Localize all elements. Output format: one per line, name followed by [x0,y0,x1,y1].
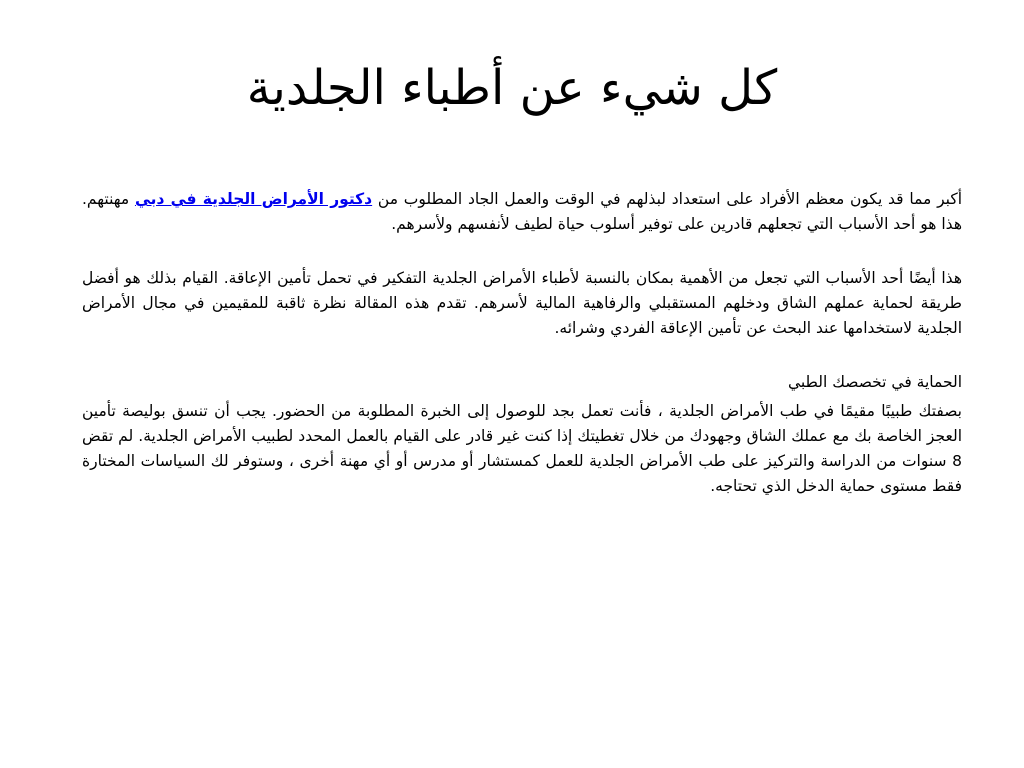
paragraph-intro [82,187,962,237]
paragraph-intro-text-end: مهنتهم. هذا هو أحد الأسباب التي تجعلهم قادرين على توفير أسلوب حياة لطيف لأنفسهم ولأسرهم. [82,190,962,233]
dermatologist-dubai-link[interactable]: دكتور الأمراض الجلدية في دبي [134,190,373,208]
paragraph-intro-text-start: أكبر مما قد يكون معظم الأفراد على استعداد لبذلهم في الوقت والعمل الجاد المطلوب من [372,190,962,208]
paragraph-specialty-protection: بصفتك طبيبًا مقيمًا في طب الأمراض الجلدية ، فأنت تعمل بجد للوصول إلى الخبرة المطلوبة من الحضور. يجب أن تنسق بوليصة تأمين العجز الخاصة بك مع عملك الشاق وجهودك من خلال تغطيتك إذا كنت غير قادر على القيام بالعمل المحدد لطبيب الأمراض الجلدية. لم تقض 8 سنوات من الدراسة والتركيز على طب الأمراض الجلدية للعمل كمستشار أو مدرس أو أي مهنة أخرى ، وستوفر لك السياسات المختارة فقط مستوى حماية الدخل الذي تحتاجه. [82,402,962,495]
paragraph-spacer [82,341,962,370]
paragraph-spacer [82,237,962,266]
slide-title: كل شيء عن أطباء الجلدية [246,60,778,116]
paragraph-disability-insurance: هذا أيضًا أحد الأسباب التي تجعل من الأهمية بمكان بالنسبة لأطباء الأمراض الجلدية التفكير في تحمل تأمين الإعاقة. القيام بذلك هو أفضل طريقة لحماية عملهم الشاق ودخلهم المستقبلي والرفاهية المالية لأسرهم. تقدم هذه المقالة نظرة ثاقبة للمقيمين في مجال الأمراض الجلدية لاستخدامها عند البحث عن تأمين الإعاقة الفردي وشرائه. [82,269,962,337]
section-heading: الحماية في تخصصك الطبي [787,373,962,391]
slide-body [82,187,962,499]
